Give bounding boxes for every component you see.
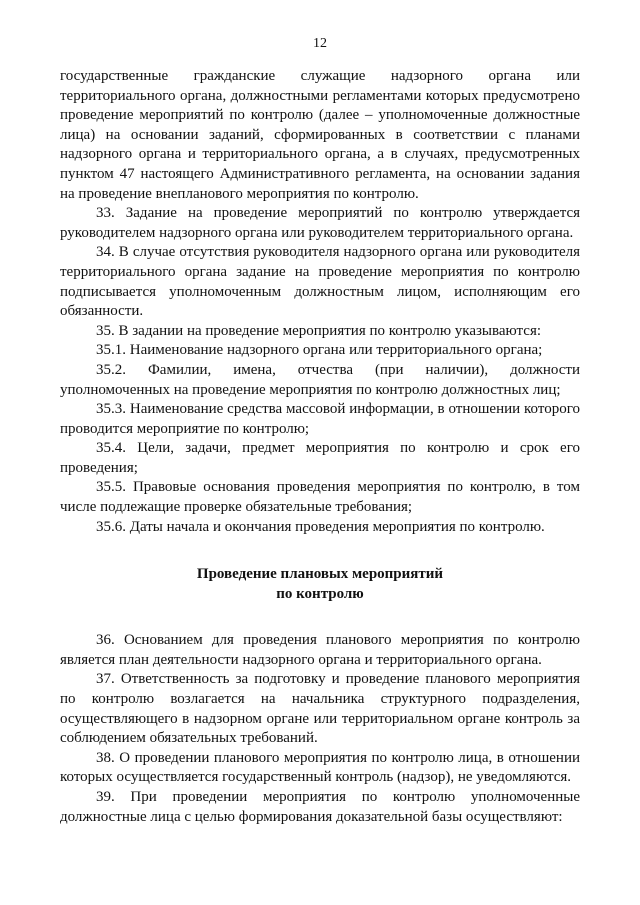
paragraph-35-2: 35.2. Фамилии, имена, отчества (при наличии), должности уполномоченных на проведение мероприятия по контролю должностных лиц; [60,361,580,398]
paragraph-34: 34. В случае отсутствия руководителя надзорного органа или руководителя территориального органа задание на проведение мероприятия по контролю подписывается уполномоченным должностным лицом, исполняющим его обязанности. [60,244,580,320]
paragraph-35-5: 35.5. Правовые основания проведения мероприятия по контролю, в том числе подлежащие проверке обязательные требования; [60,479,580,516]
paragraph-35-1: 35.1. Наименование надзорного органа или территориального органа; [96,342,543,359]
paragraph-35-4: 35.4. Цели, задачи, предмет мероприятия по контролю и срок его проведения; [60,440,580,476]
paragraph-35-3: 35.3. Наименование средства массовой информации, в отношении которого проводится мероприятие по контролю; [60,401,580,437]
paragraph-36: 36. Основанием для проведения планового мероприятия по контролю является план деятельности надзорного органа и территориального органа. [60,632,580,668]
paragraph-continuation: государственные гражданские служащие надзорного органа или территориального органа, должностными регламентами которых предусмотрено проведение мероприятий по контролю (далее – уполномоченные должностные лица) на основании заданий, сформированных в соответствии с планами надзорного органа и территориального органа, а в случаях, предусмотренных пунктом 47 настоящего Административного регламента, на основании задания на проведение внепланового мероприятия по контролю. [60,68,580,202]
paragraph-33: 33. Задание на проведение мероприятий по контролю утверждается руководителем надзорного органа или руководителем территориального органа. [60,205,580,241]
paragraph-38: 38. О проведении планового мероприятия по контролю лица, в отношении которых осуществляется государственный контроль (надзор), не уведомляются. [60,749,580,786]
paragraph-35-6: 35.6. Даты начала и окончания проведения мероприятия по контролю. [96,518,545,535]
section-heading [60,564,580,604]
paragraph-39: 39. При проведении мероприятия по контролю уполномоченные должностные лица с целью формирования доказательной базы осуществляют: [60,789,580,825]
section-heading-line-2: по контролю [276,586,364,603]
paragraph-35: 35. В задании на проведение мероприятия по контролю указываются: [96,322,542,339]
paragraph-37: 37. Ответственность за подготовку и проведение планового мероприятия по контролю возлагается на начальника структурного подразделения, осуществляющего в надзорном органе или территориальном органе контроль за соблюдением обязательных требований. [60,671,580,747]
document-body [60,67,580,827]
page-number: 12 [313,36,327,51]
section-heading-line-1: Проведение плановых мероприятий [196,566,444,583]
